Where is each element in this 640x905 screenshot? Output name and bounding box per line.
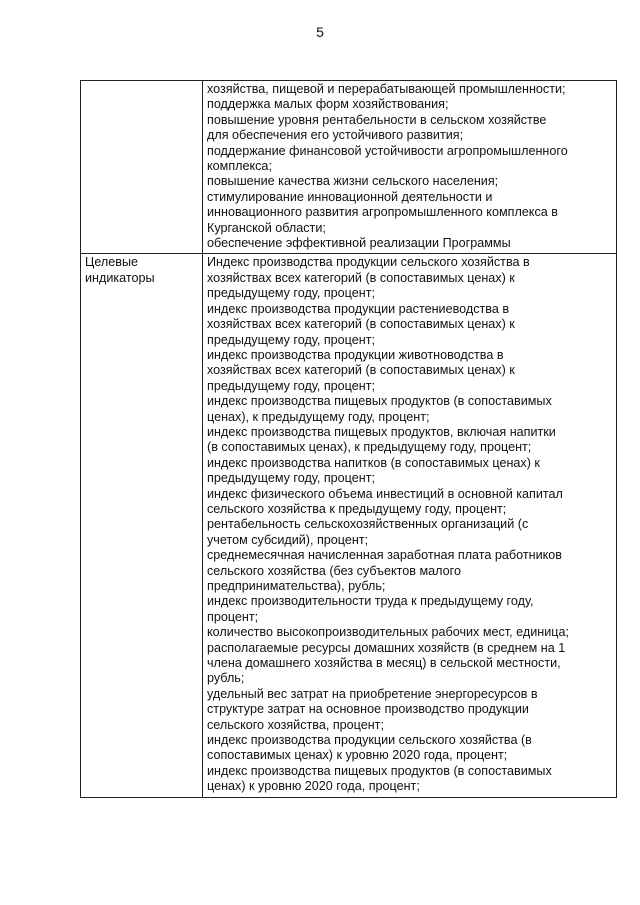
row-label-line: индикаторы <box>85 270 155 285</box>
content-line: (в сопоставимых ценах), к предыдущему году, процент; <box>207 440 532 455</box>
content-line: среднемесячная начисленная заработная плата работников <box>207 548 562 563</box>
content-line: ценах) к уровню 2020 года, процент; <box>207 779 420 794</box>
content-line: индекс производительности труда к предыдущему году, <box>207 594 534 609</box>
content-line: повышение уровня рентабельности в сельском хозяйстве <box>207 112 547 127</box>
row-content-cell <box>203 81 617 254</box>
content-line: сопоставимых ценах) к уровню 2020 года, процент; <box>207 748 508 763</box>
content-line: члена домашнего хозяйства в месяц) в сельской местности, <box>207 656 561 671</box>
content-line: процент; <box>207 609 259 624</box>
content-line: предыдущему году, процент; <box>207 471 375 486</box>
content-line: предыдущему году, процент; <box>207 378 375 393</box>
content-line: располагаемые ресурсы домашних хозяйств (в среднем на 1 <box>207 640 566 655</box>
table-body <box>81 81 617 798</box>
content-line: предыдущему году, процент; <box>207 286 375 301</box>
content-line: индекс производства пищевых продуктов (в сопоставимых <box>207 763 552 778</box>
content-line: рентабельность сельскохозяйственных организаций (с <box>207 517 529 532</box>
content-line: индекс производства напитков (в сопоставимых ценах) к <box>207 455 540 470</box>
content-line: для обеспечения его устойчивого развития; <box>207 128 464 143</box>
content-line: предыдущему году, процент; <box>207 332 375 347</box>
content-line: инновационного развития агропромышленного комплекса в <box>207 205 558 220</box>
content-line: стимулирование инновационной деятельности и <box>207 189 493 204</box>
content-line: удельный вес затрат на приобретение энергоресурсов в <box>207 686 538 701</box>
table-row <box>81 81 617 254</box>
table-row <box>81 254 617 797</box>
content-line: сельского хозяйства (без субъектов малого <box>207 563 461 578</box>
content-line: предпринимательства), рубль; <box>207 579 386 593</box>
content-line: хозяйствах всех категорий (в сопоставимых ценах) к <box>207 363 515 378</box>
content-line: хозяйствах всех категорий (в сопоставимых ценах) к <box>207 270 515 285</box>
content-line: индекс производства продукции сельского хозяйства (в <box>207 733 532 748</box>
row-label-cell <box>81 81 203 254</box>
content-line: сельского хозяйства к предыдущему году, процент; <box>207 501 507 516</box>
content-line: индекс физического объема инвестиций в основной капитал <box>207 486 563 501</box>
content-line: структуре затрат на основное производство продукции <box>207 702 529 717</box>
content-line: индекс производства продукции животноводства в <box>207 347 504 362</box>
page-number: 5 <box>316 24 324 40</box>
content-line: хозяйства, пищевой и перерабатывающей промышленности; <box>207 82 566 96</box>
content-line: сельского хозяйства, процент; <box>207 717 384 732</box>
content-line: учетом субсидий), процент; <box>207 532 369 547</box>
content-line: Курганской области; <box>207 220 326 235</box>
row-content-cell <box>203 254 617 797</box>
content-line: индекс производства продукции растениеводства в <box>207 301 510 316</box>
row-label-line: Целевые <box>85 255 139 270</box>
content-line: количество высокопроизводительных рабочих мест, единица; <box>207 625 569 640</box>
content-line: комплекса; <box>207 159 272 174</box>
content-line: рубль; <box>207 671 245 686</box>
program-passport-table <box>80 80 617 798</box>
content-line: повышение качества жизни сельского населения; <box>207 174 499 189</box>
content-line: обеспечение эффективной реализации Программы <box>207 236 511 251</box>
row-label-cell <box>81 254 203 797</box>
content-line: ценах), к предыдущему году, процент; <box>207 409 430 424</box>
content-line: индекс производства пищевых продуктов (в сопоставимых <box>207 394 552 409</box>
content-line: поддержание финансовой устойчивости агропромышленного <box>207 143 568 158</box>
content-line: поддержка малых форм хозяйствования; <box>207 97 449 112</box>
content-line: хозяйствах всех категорий (в сопоставимых ценах) к <box>207 317 515 332</box>
content-line: Индекс производства продукции сельского хозяйства в <box>207 255 530 270</box>
content-line: индекс производства пищевых продуктов, включая напитки <box>207 424 556 439</box>
